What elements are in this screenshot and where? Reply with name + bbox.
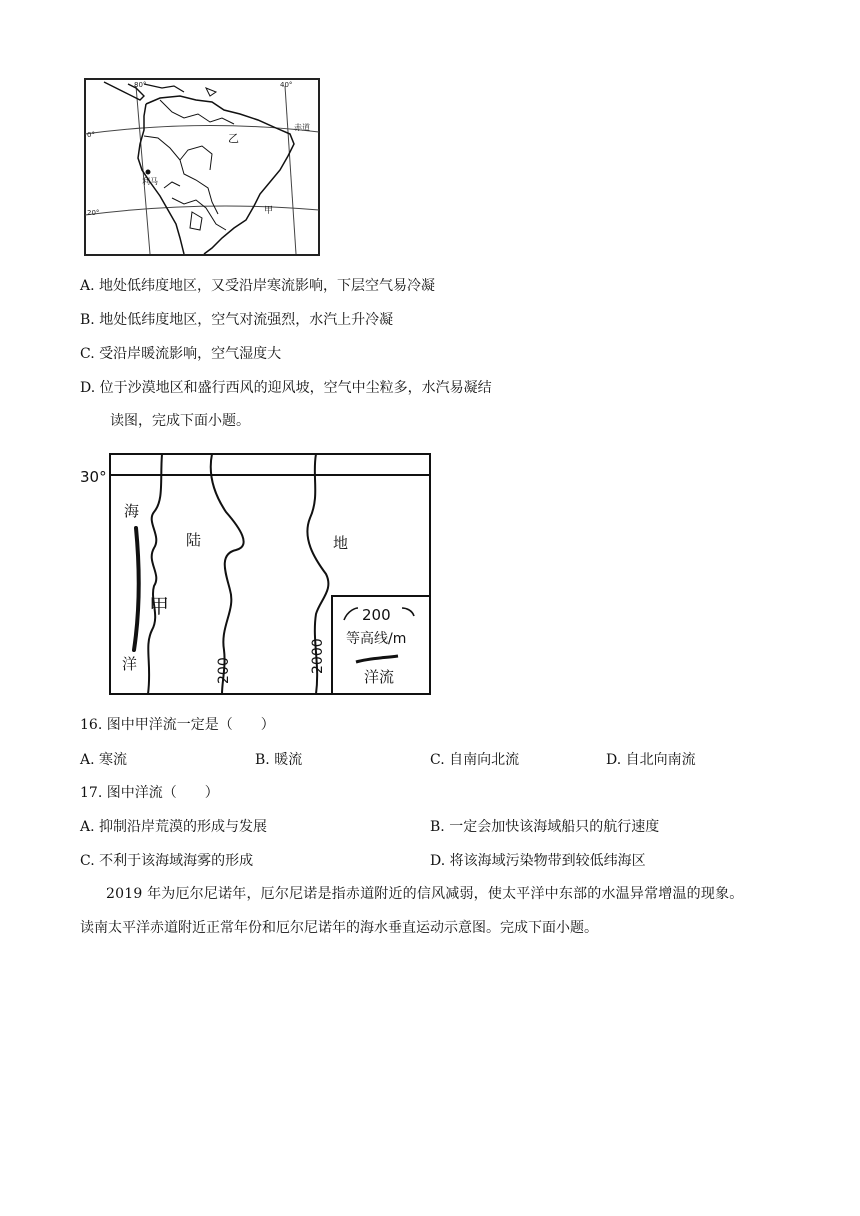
passage-line-1: 2019 年为厄尔尼诺年，厄尔尼诺是指赤道附近的信风减弱，使太平洋中东部的水温异常增温的现象。 [106,886,744,902]
lat-30-label: 30° [80,468,107,486]
land-label-1: 陆 [186,531,202,549]
q16-stem: 16. 图中甲洋流一定是（ ） [80,717,275,733]
q15-option-b: B. 地处低纬度地区，空气对流强烈，水汽上升冷凝 [80,312,394,328]
q16-option-d: D. 自北向南流 [606,752,696,768]
q17-option-a: A. 抑制沿岸荒漠的形成与发展 [80,819,268,835]
q17-stem: 17. 图中洋流（ ） [80,785,219,801]
legend-current-label: 洋流 [364,668,395,686]
q16-option-c: C. 自南向北流 [430,752,520,768]
q17-option-d: D. 将该海域污染物带到较低纬海区 [430,853,646,869]
lon-40-label: 40° [280,81,293,89]
legend-value: 200 [362,606,391,624]
intro-read: 读图，完成下面小题。 [110,413,250,429]
legend-contour-label: 等高线/m [346,631,407,647]
q16-option-b: B. 暖流 [255,752,303,768]
place-lima-label: 利马 [142,177,158,186]
place-jia-label: 甲 [264,206,274,216]
contour-2000-label: 2000 [310,638,326,674]
ocean-label-top: 海 [124,502,140,520]
contour-200-label: 200 [216,657,232,684]
lima-dot [146,170,151,175]
lat-20-label: 20° [87,209,100,217]
place-yi-label: 乙 [228,132,239,145]
ocean-label-bottom: 洋 [122,655,138,673]
lat-0-label: 0° [87,131,95,139]
q17-option-b: B. 一定会加快该海域船只的航行速度 [430,819,660,835]
lon-80-label: 80° [134,81,147,89]
q16-option-a: A. 寒流 [80,752,128,768]
equator-label: 赤道 [294,123,310,132]
contour-current-map [80,450,435,698]
land-label-2: 地 [333,534,349,552]
passage-line-2: 读南太平洋赤道附近正常年份和厄尔尼诺年的海水垂直运动示意图。完成下面小题。 [80,920,598,936]
q15-option-a: A. 地处低纬度地区，又受沿岸寒流影响，下层空气易冷凝 [80,278,436,294]
q17-option-c: C. 不利于该海域海雾的形成 [80,853,254,869]
q15-option-d: D. 位于沙漠地区和盛行西风的迎风坡，空气中尘粒多，水汽易凝结 [80,380,492,396]
q15-option-c: C. 受沿岸暖流影响，空气湿度大 [80,346,282,362]
current-jia-label: 甲 [149,594,169,618]
south-america-map [84,78,320,256]
